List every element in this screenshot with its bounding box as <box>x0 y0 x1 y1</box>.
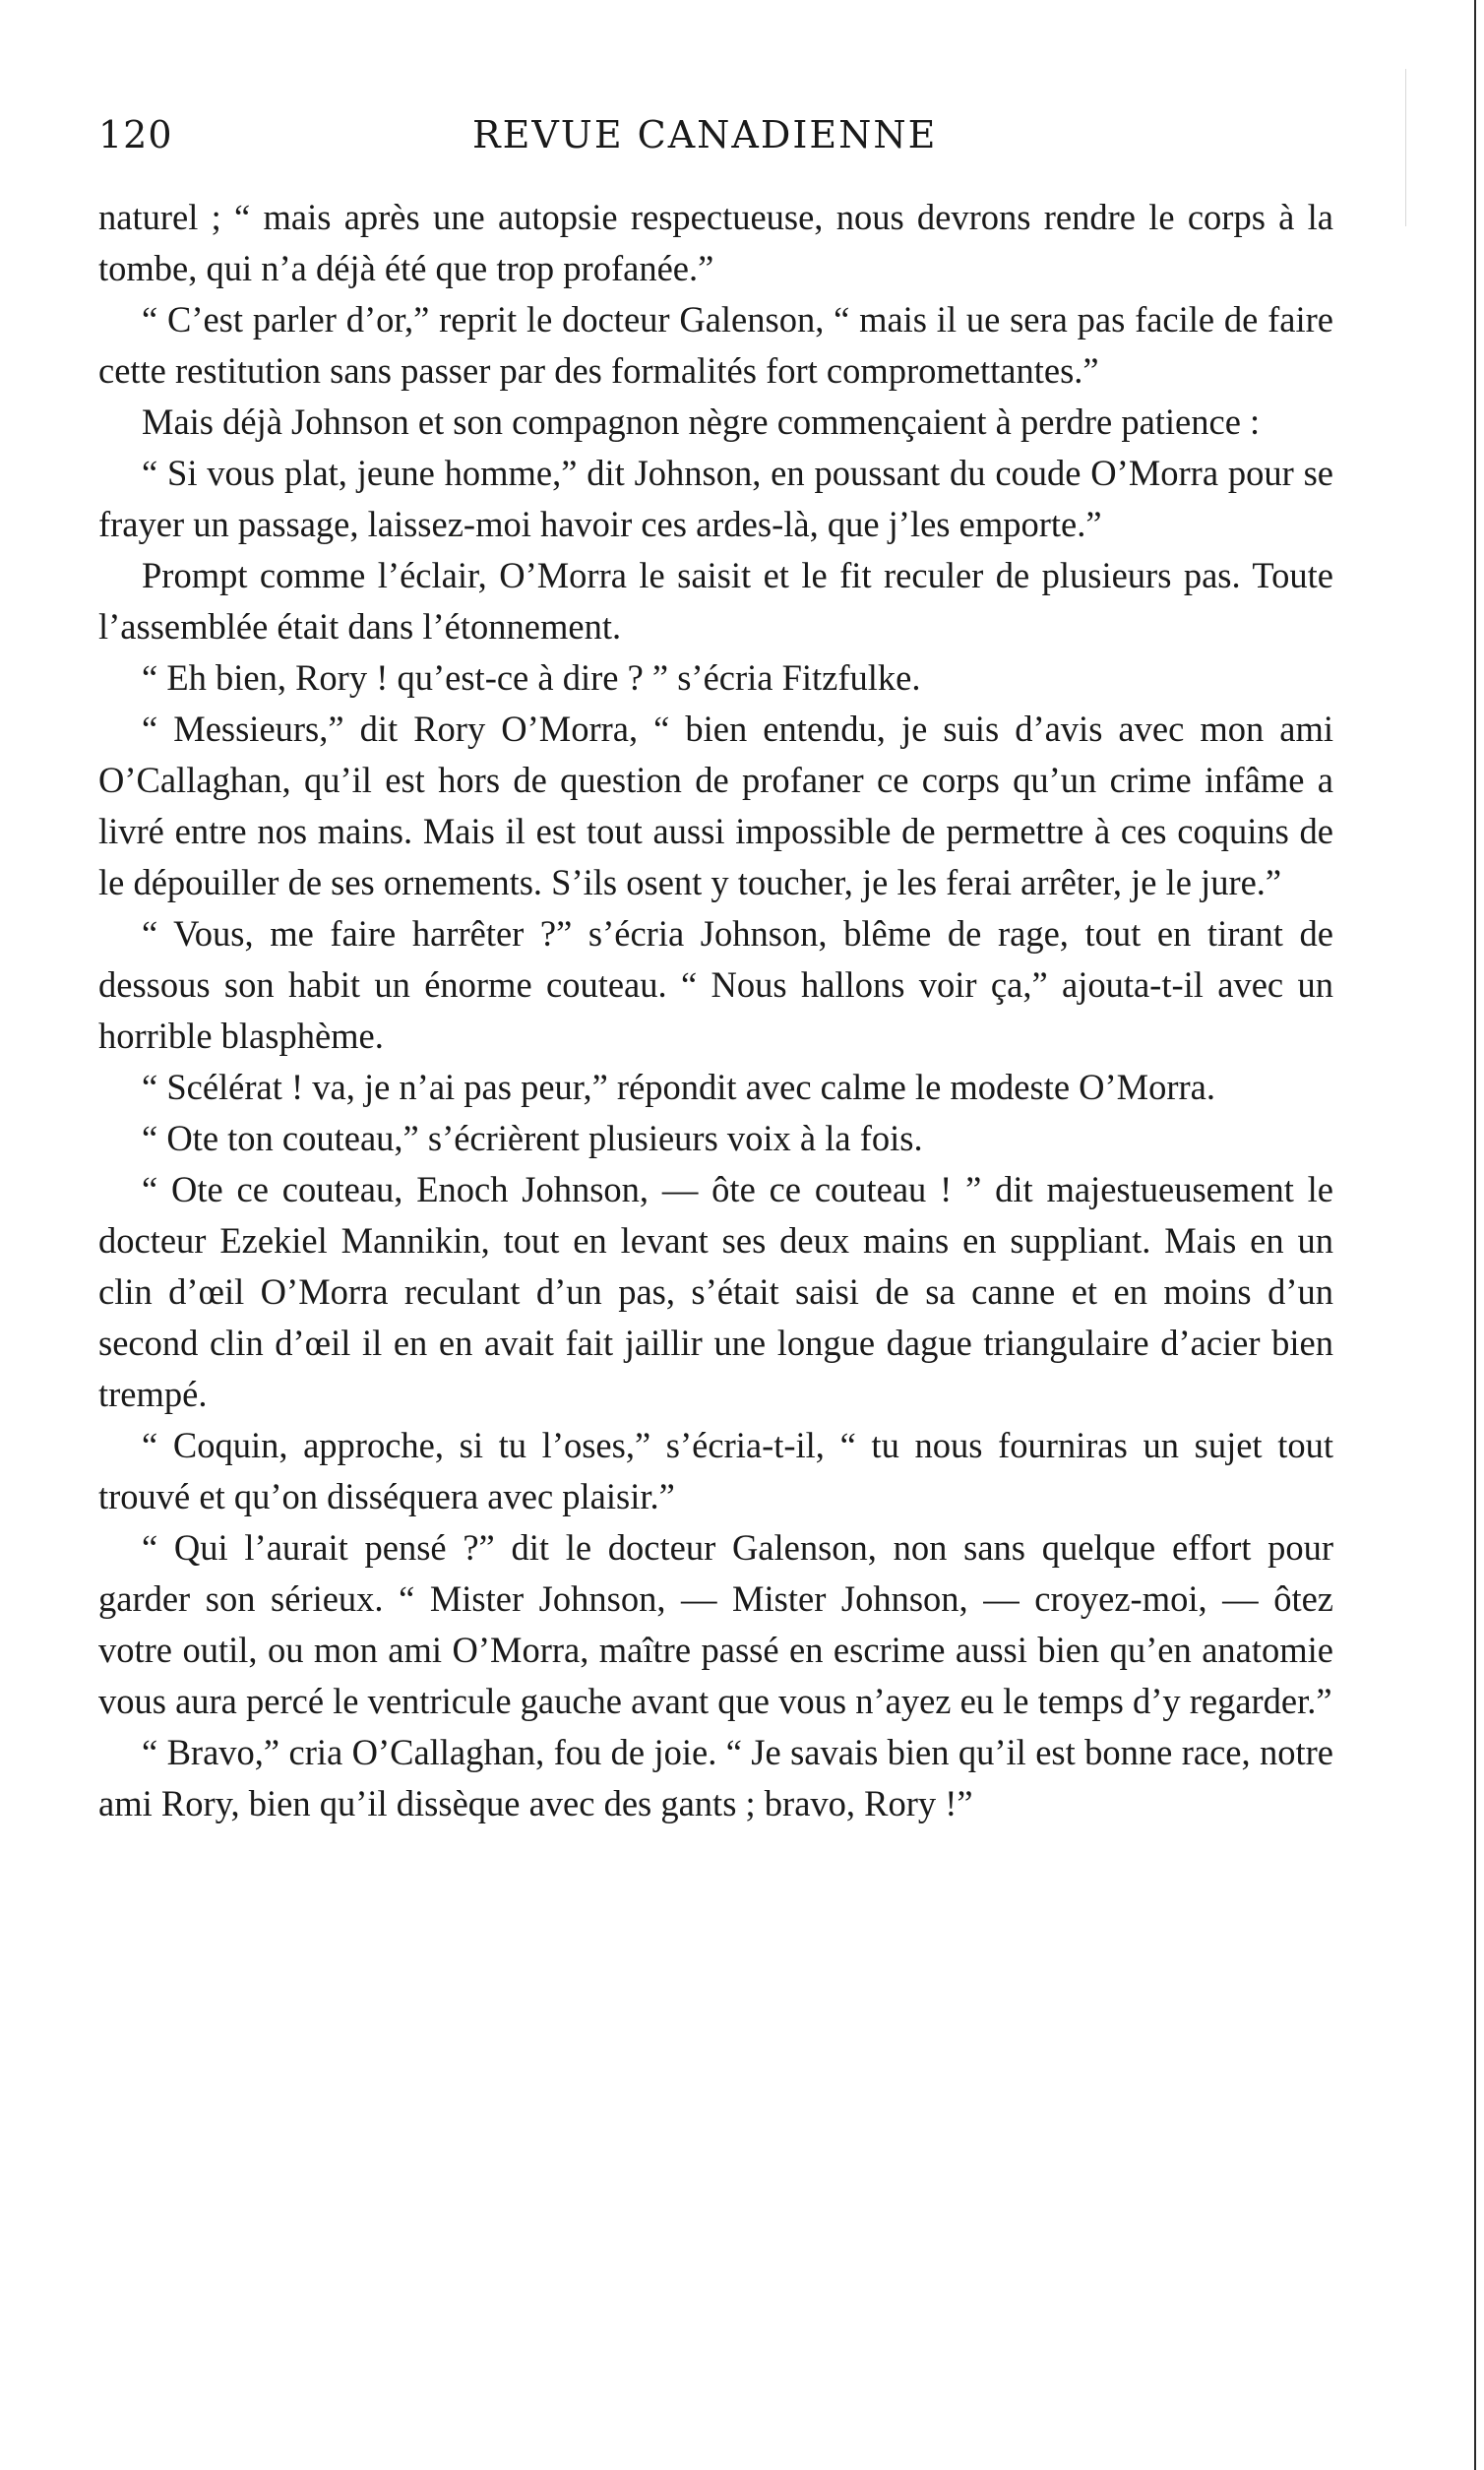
paragraph: “ Bravo,” cria O’Callaghan, fou de joie. “ Je savais bien qu’il est bonne race, notre ami Rory, bien qu’il dissèque avec des gants ; bravo, Rory !” <box>98 1732 1333 1823</box>
paragraph: Prompt comme l’éclair, O’Morra le saisit et le fit reculer de plusieurs pas. Toute l’assemblée était dans l’étonnement. <box>98 555 1333 647</box>
paragraph: naturel ; “ mais après une autopsie respectueuse, nous devrons rendre le corps à la tombe, qui n’a déjà été que trop profanée.” <box>98 197 1333 288</box>
paragraph: “ Scélérat ! va, je n’ai pas peur,” répondit avec calme le modeste O’Morra. <box>142 1067 1216 1107</box>
paragraph: “ Ote ce couteau, Enoch Johnson, — ôte ce couteau ! ” dit majestueusement le docteur Ezekiel Mannikin, tout en levant ses deux mains en suppliant. Mais en un clin d’œil O’Morra reculant d’un pas, s’était saisi de sa canne et en moins d’un second clin d’œil il en en avait fait jaillir une longue dague triangulaire d’acier bien trempé. <box>98 1169 1333 1414</box>
page-header <box>98 113 1329 172</box>
paragraph: “ Eh bien, Rory ! qu’est-ce à dire ? ” s’écria Fitzfulke. <box>142 657 921 698</box>
paragraph: “ Messieurs,” dit Rory O’Morra, “ bien entendu, je suis d’avis avec mon ami O’Callaghan, qu’il est hors de question de profaner ce corps qu’un crime infâme a livré entre nos mains. Mais il est tout aussi impossible de permettre à ces coquins de le dépouiller de ses ornements. S’ils osent y toucher, je les ferai arrêter, je le jure.” <box>98 709 1333 902</box>
paragraph: “ Si vous plat, jeune homme,” dit Johnson, en poussant du coude O’Morra pour se frayer un passage, laissez-moi havoir ces ardes-là, que j’les emporte.” <box>98 453 1333 544</box>
paragraph: “ Qui l’aurait pensé ?” dit le docteur Galenson, non sans quelque effort pour garder son sérieux. “ Mister Johnson, — Mister Johnson, — croyez-moi, — ôtez votre outil, ou mon ami O’Morra, maître passé en escrime aussi bien qu’en anatomie vous aura percé le ventricule gauche avant que vous n’ayez eu le temps d’y regarder.” <box>98 1527 1333 1721</box>
paragraph: Mais déjà Johnson et son compagnon nègre commençaient à perdre patience : <box>142 401 1261 442</box>
page-edge-line <box>1474 0 1476 2470</box>
paragraph: “ C’est parler d’or,” reprit le docteur Galenson, “ mais il ue sera pas facile de faire cette restitution sans passer par des formalités fort compromettantes.” <box>98 299 1333 391</box>
page-number: 120 <box>98 113 173 156</box>
page-fold-line <box>1405 69 1406 226</box>
paragraph: “ Vous, me faire harrêter ?” s’écria Johnson, blême de rage, tout en tirant de dessous son habit un énorme couteau. “ Nous hallons voir ça,” ajouta-t-il avec un horrible blasphème. <box>98 913 1333 1056</box>
paragraph: “ Coquin, approche, si tu l’oses,” s’écria-t-il, “ tu nous fourniras un sujet tout trouvé et qu’on disséquera avec plaisir.” <box>98 1425 1333 1516</box>
paragraph: “ Ote ton couteau,” s’écrièrent plusieurs voix à la fois. <box>142 1118 923 1158</box>
running-head: REVUE CANADIENNE <box>472 113 938 156</box>
body-text <box>98 192 1333 1829</box>
